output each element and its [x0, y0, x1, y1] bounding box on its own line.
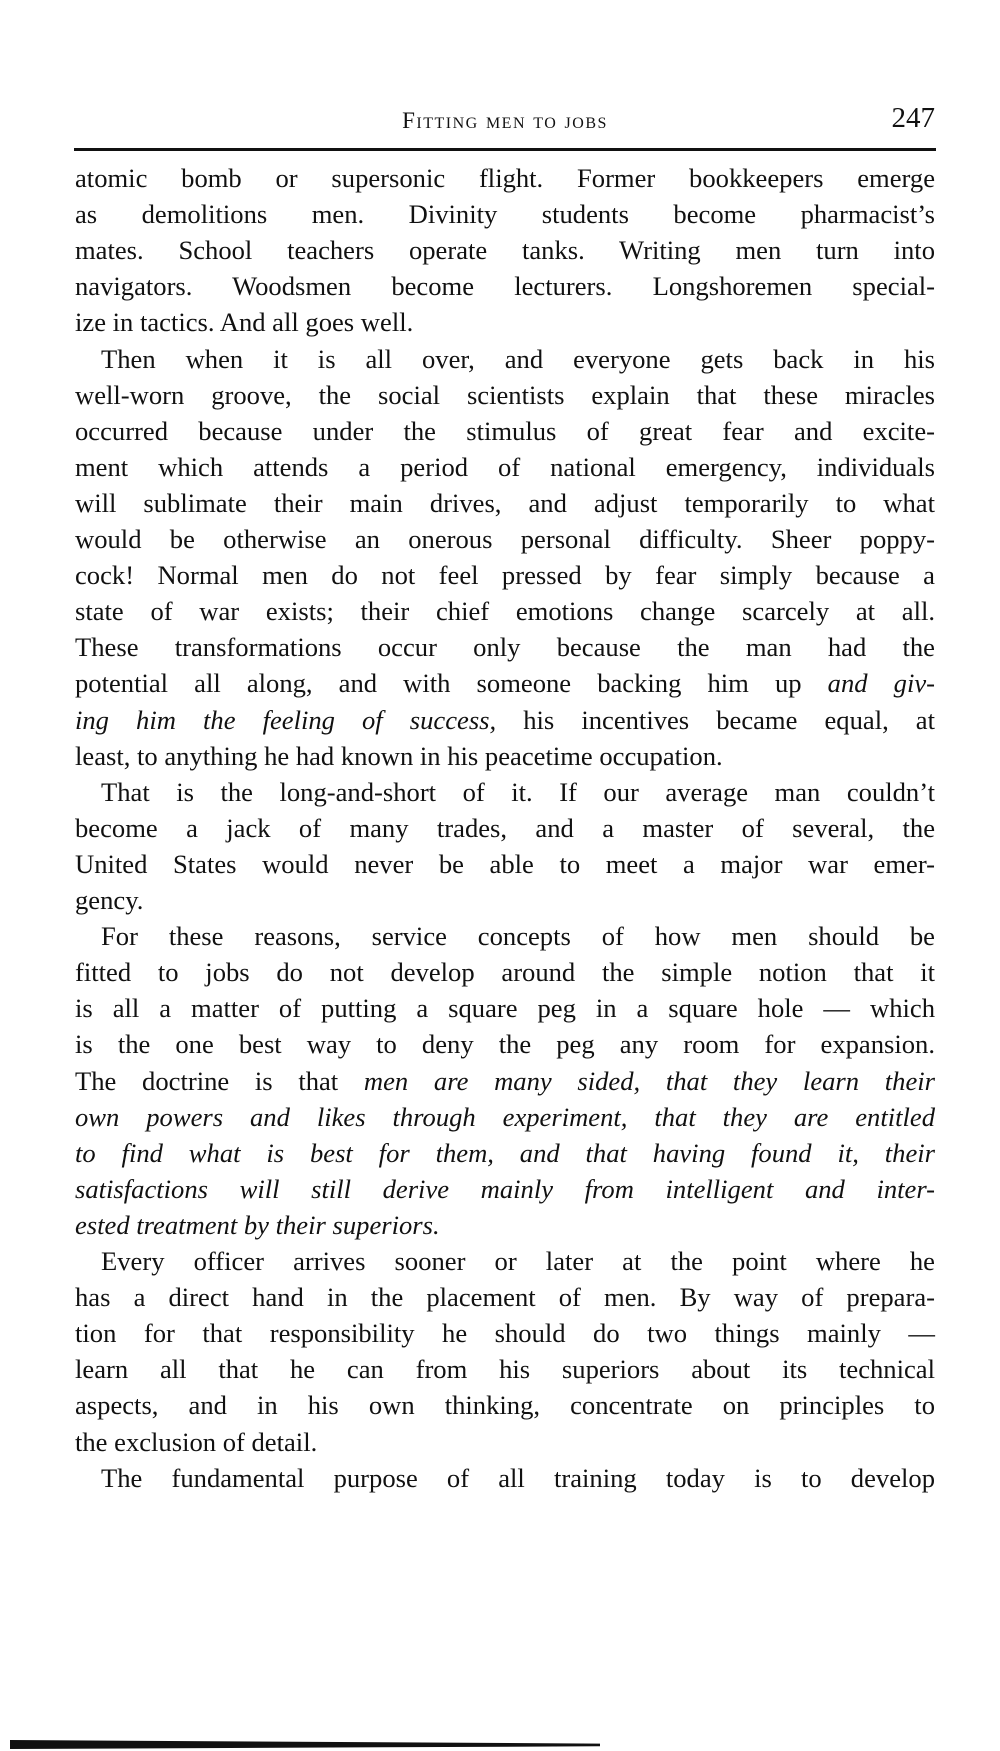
text-line	[75, 1315, 935, 1351]
text-segment: his incentives became equal, at	[496, 704, 935, 735]
text-segment: occurred because under the stimulus of great fear and excite-	[75, 415, 935, 446]
text-segment: Every officer arrives sooner or later at the point where he	[101, 1246, 935, 1276]
text-segment: potential all along, and with someone backing him up	[75, 668, 828, 699]
text-line	[75, 990, 935, 1026]
text-line	[75, 954, 935, 990]
text-segment: will sublimate their main drives, and adjust temporarily to what	[75, 487, 935, 518]
text-line	[75, 1063, 935, 1099]
text-segment: would be otherwise an onerous personal difficulty. Sheer poppy-	[75, 524, 935, 554]
text-line	[75, 702, 935, 738]
text-segment: navigators. Woodsmen become lecturers. Longshoremen special-	[75, 271, 935, 302]
text-line	[75, 1099, 935, 1135]
text-segment: ment which attends a period of national emergency, individuals	[75, 451, 935, 482]
text-segment: tion for that responsibility he should do two things mainly —	[75, 1318, 935, 1349]
text-segment: become a jack of many trades, and a master of several, the	[75, 812, 935, 843]
text-segment: Then when it is all over, and everyone gets back in his	[101, 343, 935, 374]
text-segment: atomic bomb or supersonic flight. Former bookkeepers emerge	[75, 163, 935, 193]
text-line	[75, 1424, 935, 1460]
text-line	[75, 521, 935, 557]
running-head-title: Fitting men to jobs	[402, 108, 608, 133]
italic-text: own powers and likes through experiment, that they are entitled	[75, 1101, 935, 1132]
text-line	[75, 268, 935, 304]
text-line	[75, 882, 935, 918]
text-line	[101, 341, 935, 377]
text-segment: cock! Normal men do not feel pressed by fear simply because a	[75, 560, 935, 591]
italic-text: men are many sided, that they learn their	[363, 1065, 935, 1096]
text-segment: is all a matter of putting a square peg in a square hole — which	[75, 993, 935, 1024]
text-segment: has a direct hand in the placement of men. By way of prepara-	[75, 1282, 935, 1313]
text-line	[75, 593, 935, 629]
text-segment: ize in tactics. And all goes well.	[75, 307, 414, 338]
text-line	[75, 557, 935, 593]
text-segment: These transformations occur only because the man had the	[75, 632, 935, 663]
text-segment: state of war exists; their chief emotions change scarcely at all.	[75, 596, 935, 627]
text-line	[75, 304, 935, 340]
text-segment: aspects, and in his own thinking, concentrate on principles to	[75, 1390, 935, 1421]
italic-text: satisfactions will still derive mainly from intelligent and inter-	[75, 1173, 935, 1204]
text-line	[75, 810, 935, 846]
italic-text: and giv-	[827, 668, 935, 699]
text-segment: the exclusion of detail.	[75, 1426, 318, 1457]
text-segment: as demolitions men. Divinity students become pharmacist’s	[75, 199, 935, 230]
text-line	[75, 1171, 935, 1207]
text-segment: well-worn groove, the social scientists explain that these miracles	[75, 379, 935, 410]
text-line	[75, 1207, 935, 1243]
text-line	[75, 846, 935, 882]
italic-text: ested treatment by their superiors.	[75, 1209, 440, 1240]
text-segment: United States would never be able to meet a major war emer-	[75, 848, 935, 879]
text-line	[75, 1135, 935, 1171]
text-segment: is the one best way to deny the peg any room for expansion.	[75, 1029, 935, 1060]
text-line	[75, 738, 935, 774]
text-segment: That is the long-and-short of it. If our average man couldn’t	[101, 776, 935, 807]
text-line	[75, 1387, 935, 1423]
text-line	[75, 665, 935, 701]
text-line	[75, 1351, 935, 1387]
text-line	[101, 1460, 935, 1496]
text-line	[75, 449, 935, 485]
text-line	[75, 1026, 935, 1062]
running-head	[75, 104, 935, 140]
text-segment: learn all that he can from his superiors about its technical	[75, 1354, 935, 1385]
text-segment: mates. School teachers operate tanks. Writing men turn into	[75, 235, 935, 266]
text-line	[101, 1243, 935, 1279]
header-rule	[74, 148, 936, 151]
text-line	[75, 232, 935, 268]
text-segment: The fundamental purpose of all training today is to develop	[101, 1462, 935, 1493]
text-line	[75, 485, 935, 521]
scan-edge-bar	[10, 1740, 600, 1749]
text-line	[101, 774, 935, 810]
text-segment: gency.	[75, 885, 144, 915]
text-segment: fitted to jobs do not develop around the simple notion that it	[75, 957, 935, 988]
italic-text: to find what is best for them, and that having found it, their	[75, 1137, 935, 1168]
text-line	[75, 160, 935, 196]
text-segment: For these reasons, service concepts of how men should be	[101, 921, 935, 952]
italic-text: ing him the feeling of success,	[75, 704, 497, 735]
text-line	[75, 413, 935, 449]
text-line	[75, 629, 935, 665]
text-line	[75, 196, 935, 232]
text-segment: The doctrine is that	[75, 1065, 364, 1096]
page-number: 247	[891, 102, 935, 134]
text-line	[75, 1279, 935, 1315]
text-line	[101, 918, 935, 954]
text-segment: least, to anything he had known in his peacetime occupation.	[75, 740, 723, 771]
text-line	[75, 377, 935, 413]
